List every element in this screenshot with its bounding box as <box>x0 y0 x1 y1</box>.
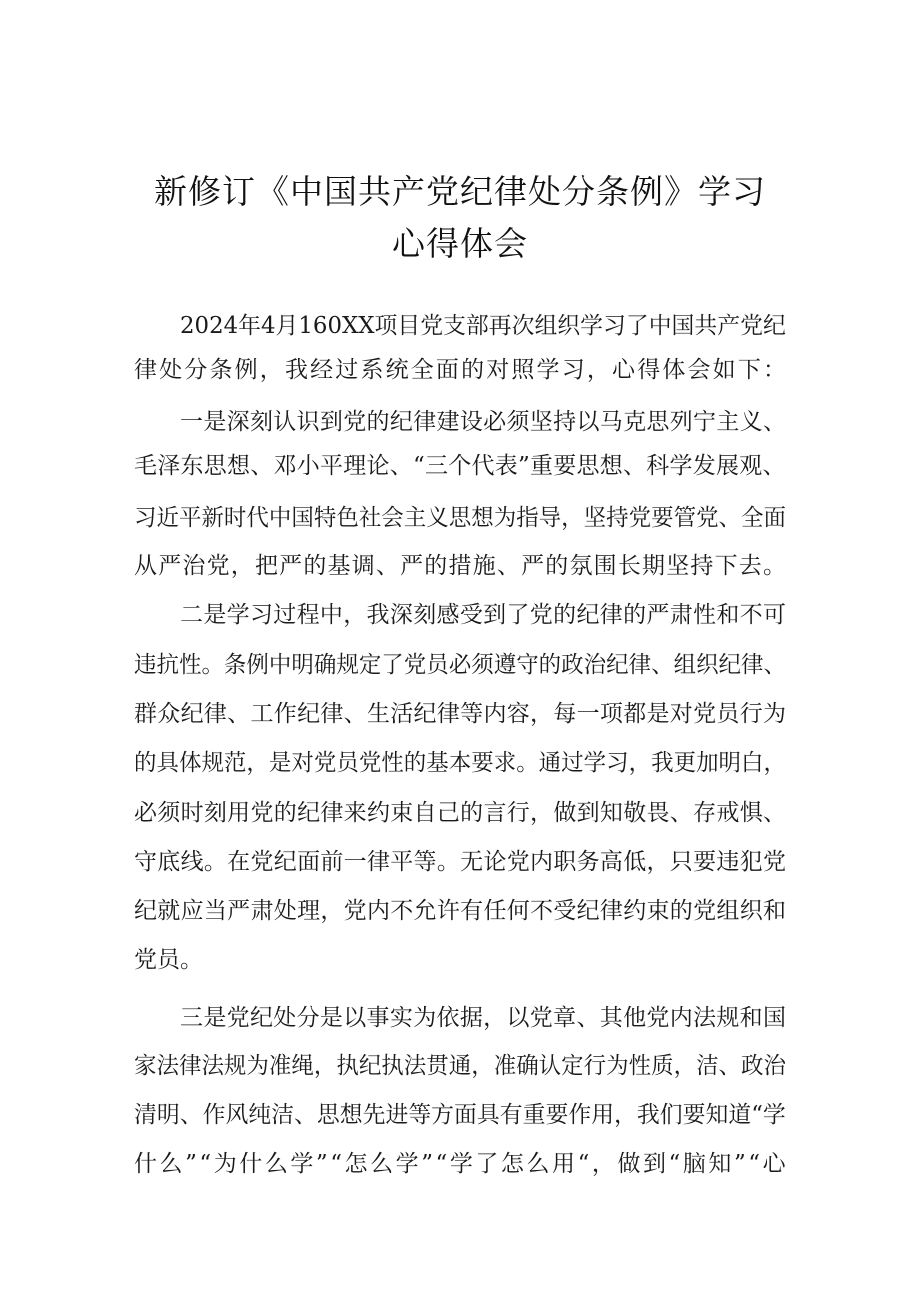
body-line: 从严治党，把严的基调、严的措施、严的氛围长期坚持下去。 <box>134 553 788 579</box>
document-title-line-2: 心得体会 <box>392 224 528 263</box>
body-line: 守底线。在党纪面前一律平等。无论党内职务高低，只要违犯党 <box>134 849 787 875</box>
body-line: 的具体规范，是对党员党性的基本要求。通过学习，我更加明白， <box>134 750 786 776</box>
document-title-line-1: 新修订《中国共产党纪律处分条例》学习 <box>154 172 766 211</box>
body-line: 二是学习过程中，我深刻感受到了党的纪律的严肃性和不可 <box>180 602 787 628</box>
body-line: 律处分条例，我经过系统全面的对照学习，心得体会如下： <box>134 357 789 383</box>
body-line: 纪就应当严肃处理，党内不允许有任何不受纪律约束的党组织和 <box>134 898 787 924</box>
body-line: 违抗性。条例中明确规定了党员必须遵守的政治纪律、组织纪律、 <box>134 652 786 678</box>
body-line: 家法律法规为准绳，执纪执法贯通，准确认定行为性质，洁、政治 <box>134 1053 786 1079</box>
body-line: 必须时刻用党的纪律来约束自己的言行，做到知敬畏、存戒惧、 <box>134 800 787 826</box>
body-line: 清明、作风纯洁、思想先进等方面具有重要作用，我们要知道“学 <box>134 1102 786 1128</box>
body-line: 三是党纪处分是以事实为依据，以党章、其他党内法规和国 <box>180 1005 787 1031</box>
body-line: 什么”“为什么学”“怎么学”“学了怎么用“，做到“脑知”“心 <box>134 1151 789 1177</box>
body-line: 党员。 <box>134 947 203 973</box>
body-line: 2024年4月160XX项目党支部再次组织学习了中国共产党纪 <box>180 313 786 339</box>
body-line: 一是深刻认识到党的纪律建设必须坚持以马克思列宁主义、 <box>180 409 787 435</box>
body-line: 毛泽东思想、邓小平理论、“三个代表”重要思想、科学发展观、 <box>134 453 786 479</box>
body-line: 习近平新时代中国特色社会主义思想为指导，坚持党要管党、全面 <box>134 505 786 531</box>
body-line: 群众纪律、工作纪律、生活纪律等内容，每一项都是对党员行为 <box>134 701 787 727</box>
